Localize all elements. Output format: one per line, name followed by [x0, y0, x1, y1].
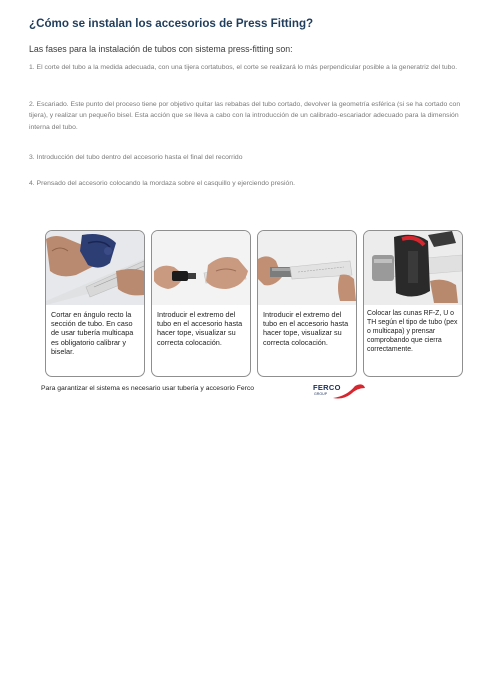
step-card-insert-check — [257, 230, 357, 377]
step-card-insert — [151, 230, 251, 377]
photo-pipe-into-fitting — [258, 231, 356, 305]
step-4-text: 4. Prensado del accesorio colocando la mordaza sobre el casquillo y ejerciendo presión. — [29, 180, 295, 187]
photo-pressing-fitting — [364, 231, 462, 305]
step-card-caption: Cortar en ángulo recto la sección de tubo. En caso de usar tubería multicapa es obligatorio calibrar y biselar. — [51, 310, 134, 356]
guarantee-note: Para garantizar el sistema es necesario usar tubería y accesorio Ferco — [41, 385, 255, 392]
page-subtitle: Las fases para la instalación de tubos con sistema press-fitting son: — [29, 44, 293, 54]
step-card-press — [363, 230, 463, 377]
step-card-cut — [45, 230, 145, 377]
logo-subtext: GROUP — [314, 392, 328, 396]
step-2-text: 2. Escariado. Este punto del proceso tiene por objetivo quitar las rebabas del tubo cortado, devolver la geometría esférica (si se ha cortado con tijera), y realizar un pequeño bisel. Esta acción que se lleva a cabo con la introducción de un calibrado-escariador adecuado para la dimensión interna del tubo. — [29, 101, 461, 131]
step-card-caption: Introducir el extremo del tubo en el accesorio hasta hacer tope, visualizar su correcta colocación. — [263, 310, 349, 347]
step-card-caption: Colocar las cunas RF-Z, U o TH según el tipo de tubo (pex o multicapa) y prensar comprobando que cierra correctamente. — [367, 310, 458, 353]
photo-inserting-pipe — [152, 231, 250, 305]
step-3-text: 3. Introducción del tubo dentro del accesorio hasta el final del recorrido — [29, 154, 243, 161]
step-card-caption: Introducir el extremo del tubo en el accesorio hasta hacer tope, visualizar su correcta colocación. — [157, 310, 243, 347]
logo-wordmark: FERCO — [313, 383, 341, 392]
page-title: ¿Cómo se instalan los accesorios de Press Fitting? — [29, 17, 314, 30]
step-1-text: 1. El corte del tubo a la medida adecuada, con una tijera cortatubos, el corte se realizará lo más perpendicular posible a la generatriz del tubo. — [29, 64, 458, 71]
ferco-logo — [311, 383, 367, 401]
photo-cutting-pipe — [46, 231, 144, 305]
